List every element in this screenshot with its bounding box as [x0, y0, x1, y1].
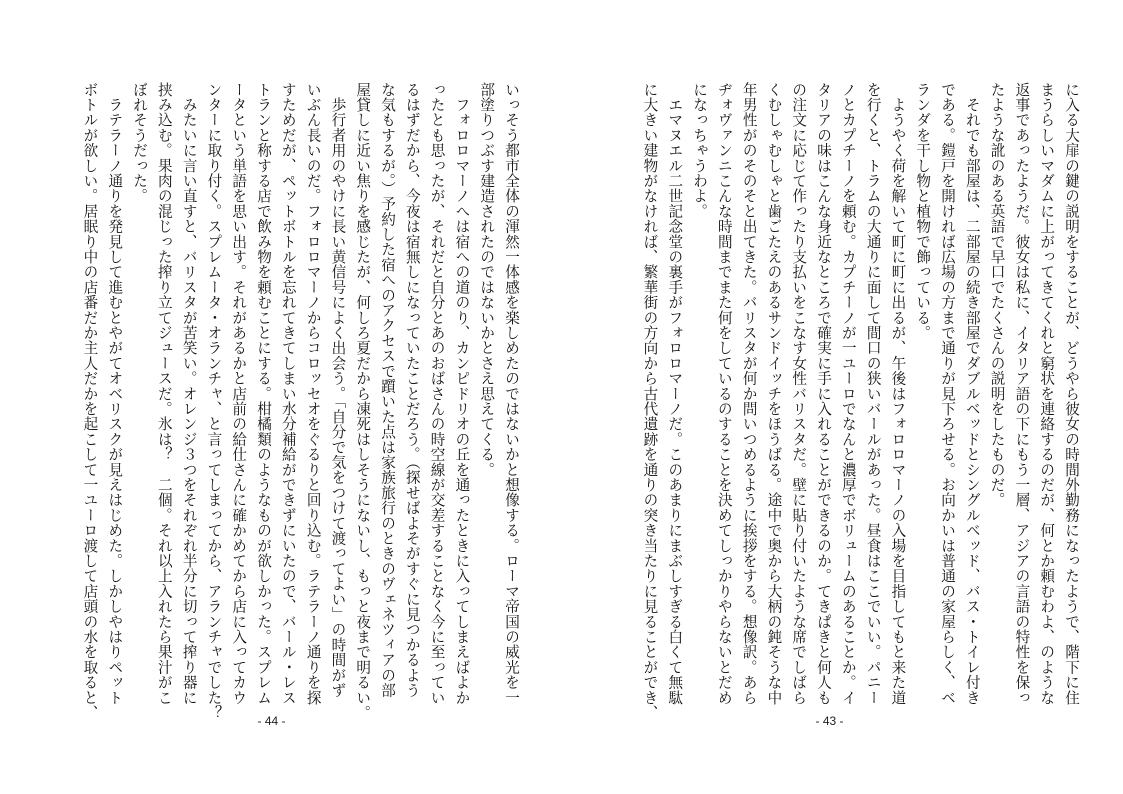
text-line: ータという単語を思い出す。それがあるかと店前の給仕さんに確かめてから店に入ってカウ	[230, 82, 248, 706]
text-line: になっちゃうわよ。	[691, 82, 709, 219]
text-line: を行くと、トラムの大通りに面して間口の狭いバールがあった。昼食はここでいい。パニー	[864, 82, 882, 706]
text-line: ようやく荷を解いて町に町に出るが、午後はフォロロマーノの入場を目指してもと来た道	[889, 82, 907, 706]
text-line: ったとも思ったが、それだと自分とあのおばさんの時空線が交差することなく今に至ってい	[428, 82, 446, 706]
text-line: すためだが、ペットボトルを忘れてきてしまい水分補給ができずにいたので、バール・レス	[279, 82, 297, 706]
text-line: ラテラーノ通りを発見して進むとやがてオベリスクが見えはじめた。しかしやはりペット	[106, 82, 124, 706]
left-page-text	[65, 82, 523, 727]
right-page-text	[641, 82, 1083, 727]
text-line: くむしゃむしゃと歯ごたえのあるサンドイッチをほうばる。途中で奥から大柄の鈍そうな中	[765, 82, 783, 706]
text-line: みたいに言い直すと、バリスタが苦笑い。オレンジ３つをそれぞれ半分に切って搾り器に	[180, 82, 198, 706]
text-line: いっそう都市全体の渾然一体感を楽しめたのではないかと想像する。ローマ帝国の威光を一	[503, 82, 520, 706]
text-line: ランダを干し物と植物で飾っている。	[914, 82, 932, 341]
text-line: ンターに取り付く。スプレムータ・オランチャ、と言ってしまってから、アランチャでした？	[205, 82, 223, 721]
text-line: るはずだから、今夜は宿無しになっていたことだろう。（探せばよそがすぐに見つかるよう	[403, 82, 421, 698]
left-page	[0, 60, 561, 780]
text-line: たような訛のある英語で早口でたくさんの説明をしたものだ。	[988, 82, 1006, 508]
text-line: タリアの味はこんな身近なところで確実に手に入れることができるのか。てきぱきと何人も	[815, 82, 833, 706]
text-line: フォロロマーノへは宿への道のり、カンピドリオの丘を通ったときに入ってしまえばよか	[453, 82, 471, 706]
text-line: 部塗りつぶす建造されたのではないかとさえ思えてくる。	[478, 82, 496, 478]
text-line: いぶん長いのだ。フォロロマーノからコロッセオをぐるりと回り込む。ラテラーノ通りを探	[304, 82, 322, 706]
text-line: 屋貸しに近い焦りを感じたが、何しろ夏だから凍死はしそうにないし、もっと夜まで明るい。	[354, 82, 372, 721]
text-line: ぼれそうだった。	[131, 82, 149, 204]
text-line: ノとカプチーノを頼む。カプチーノが一ユーロでなんと濃厚でボリュームのあることか。イ	[839, 82, 857, 706]
text-line: に入る大扉の鍵の説明をすることが、どうやら彼女の時間外勤務になったようで、階下に住	[1063, 82, 1080, 706]
text-line: 年男性がのそのそと出てきた。バリスタが何か問いつめるように挨拶をする。想像訳。あら	[740, 82, 758, 706]
text-line: 挟み込む。果肉の混じった搾り立てジュースだ。氷は？ 二個。それ以上入れたら果汁がこ	[155, 82, 173, 706]
right-page	[562, 60, 1123, 780]
text-line: トランと称する店で飲み物を頼むことにする。柑橘類のようなものが欲しかった。スプレム	[255, 82, 273, 706]
text-line: な気もするが。）予約した宿へのアクセスで躓いた点は家族旅行のときのヴェネツィアの部	[379, 82, 397, 698]
right-page-number: - 43 -	[815, 714, 844, 728]
text-line: の注文に応じて作ったり支払いをこなす女性バリスタだ。壁に貼り付いたような席でしばら	[790, 82, 808, 706]
text-line: ヂォヴァンニこんな時間までまた何をしているのすることを決めてしっかりやらないとだめ	[715, 82, 733, 706]
text-line: 歩行者用のやけに長い黄信号によく出会う。「自分で気をつけて渡ってよい」の時間がず	[329, 82, 347, 698]
left-page-number: - 44 -	[257, 714, 286, 728]
text-line: それでも部屋は、二部屋の続き部屋でダブルベッドとシングルベッド、バス・トイレ付き	[963, 82, 981, 706]
text-line: である。鎧戸を開ければ広場の方まで通りが見下ろせる。お向かいは普通の家屋らしく、ベ	[939, 82, 957, 706]
text-line: まうらしいマダムに上がってきてくれと窮状を連絡するのだが、何とか頼むわよ、のような	[1038, 82, 1056, 706]
text-line: 返事であったようだ。彼女は私に、イタリア語の下にもう一層、アジアの言語の特性を保っ	[1013, 82, 1031, 706]
text-line: エマヌエル二世記念堂の裏手がフォロロマーノだ。このあまりにまぶしすぎる白くて無駄	[666, 82, 684, 706]
text-line: ボトルが欲しい。居眠り中の店番だか主人だかを起こして一ユーロ渡して店頭の水を取ると、	[81, 82, 99, 721]
text-line: に大きい建物がなければ、繁華街の方向から古代遺跡を通りの突き当たりに見ることができ、	[641, 82, 659, 721]
